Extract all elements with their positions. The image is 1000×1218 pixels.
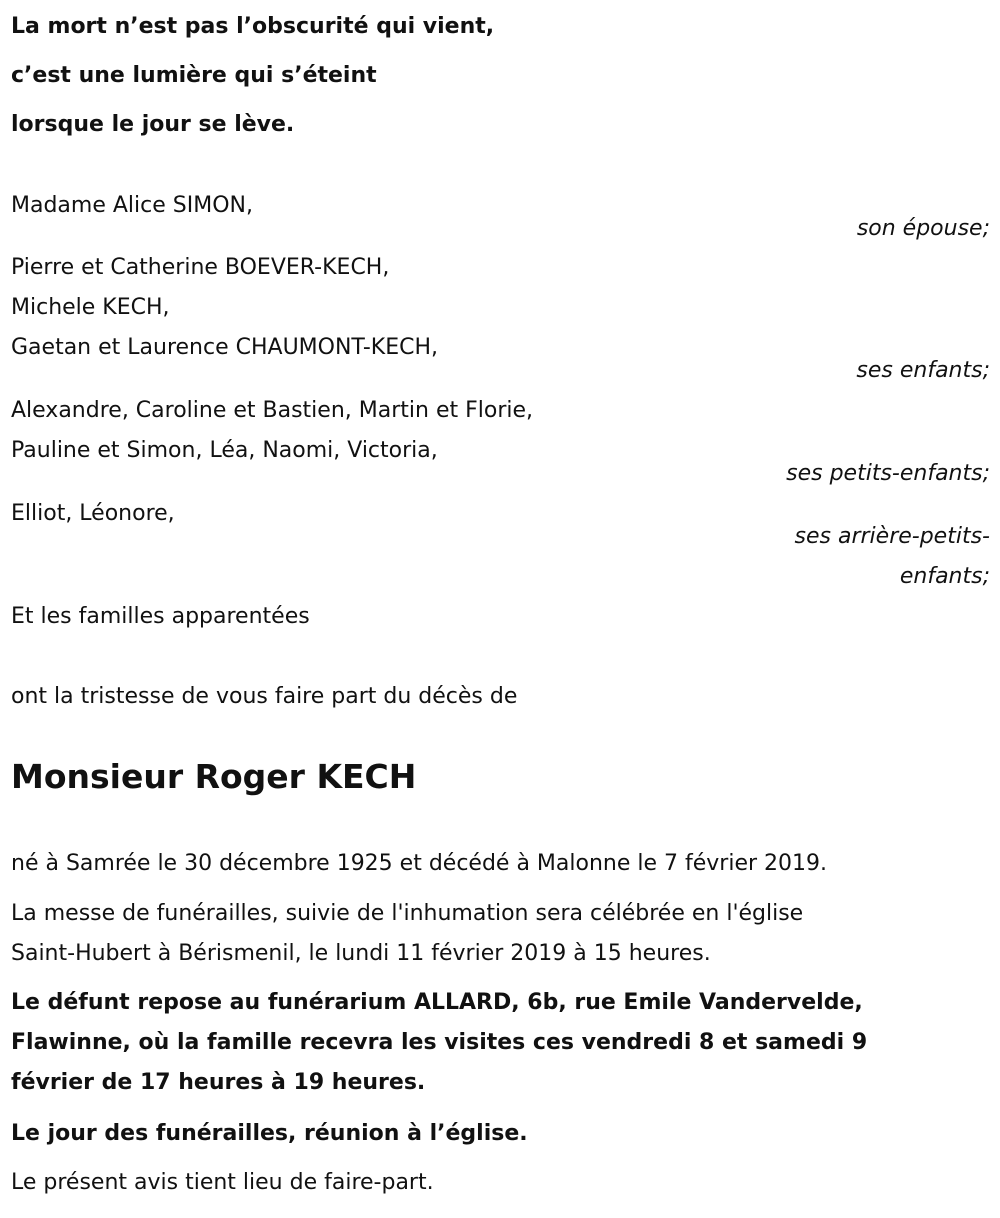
- visitation-text: Le défunt repose au funérarium ALLARD, 6b, rue Emile Vandervelde,: [11, 990, 863, 1015]
- poem-line: La mort n’est pas l’obscurité qui vient,: [11, 14, 495, 39]
- great-grandchildren-role: ses arrière-petits-: [794, 524, 990, 549]
- poem-line: lorsque le jour se lève.: [11, 112, 295, 137]
- mass-text: La messe de funérailles, suivie de l'inhumation sera célébrée en l'église: [11, 901, 804, 926]
- grandchildren-role: ses petits-enfants;: [786, 461, 990, 486]
- closing-text: Le présent avis tient lieu de faire-part.: [11, 1170, 434, 1195]
- children-role: ses enfants;: [856, 358, 990, 383]
- visitation-text: février de 17 heures à 19 heures.: [11, 1070, 426, 1095]
- grandchildren-names: Alexandre, Caroline et Bastien, Martin et Florie,: [11, 398, 534, 423]
- spouse-role: son épouse;: [856, 216, 990, 241]
- birth-death-text: né à Samrée le 30 décembre 1925 et décédé à Malonne le 7 février 2019.: [11, 851, 828, 876]
- visitation-text: Flawinne, où la famille recevra les visites ces vendredi 8 et samedi 9: [11, 1030, 868, 1055]
- spouse-name: Madame Alice SIMON,: [11, 193, 253, 218]
- child-name: Pierre et Catherine BOEVER-KECH,: [11, 255, 390, 280]
- great-grandchildren-names: Elliot, Léonore,: [11, 501, 175, 526]
- mass-text: Saint-Hubert à Bérismenil, le lundi 11 février 2019 à 15 heures.: [11, 941, 711, 966]
- deceased-name: Monsieur Roger KECH: [11, 757, 417, 796]
- great-grandchildren-role: enfants;: [899, 564, 990, 589]
- child-name: Michele KECH,: [11, 295, 170, 320]
- poem-line: c’est une lumière qui s’éteint: [11, 63, 377, 88]
- meeting-text: Le jour des funérailles, réunion à l’église.: [11, 1121, 528, 1146]
- child-name: Gaetan et Laurence CHAUMONT-KECH,: [11, 335, 439, 360]
- families-text: Et les familles apparentées: [11, 604, 310, 629]
- grandchildren-names: Pauline et Simon, Léa, Naomi, Victoria,: [11, 438, 438, 463]
- announcement-text: ont la tristesse de vous faire part du décès de: [11, 684, 518, 709]
